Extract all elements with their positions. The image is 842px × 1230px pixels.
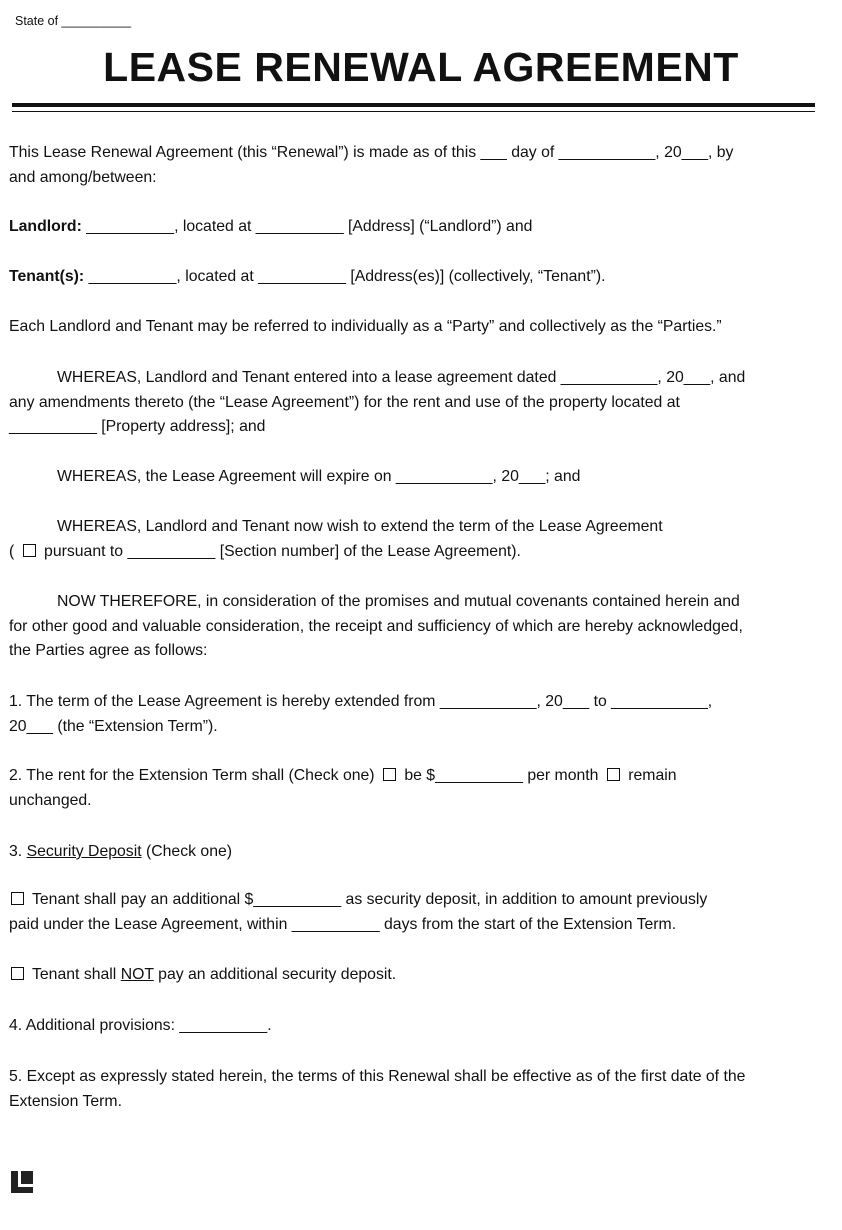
clause-5 <box>9 1065 824 1114</box>
whereas-extend-line-1: WHEREAS, Landlord and Tenant now wish to extend the term of the Lease Agreement <box>57 518 663 535</box>
clause-2-part-1: 2. The rent for the Extension Term shall (Check one) <box>9 767 375 784</box>
clause-1 <box>9 690 824 739</box>
clause-2 <box>9 764 824 813</box>
landlord-text: __________, located at __________ [Address] (“Landlord”) and <box>81 218 533 235</box>
state-of-field: State of __________ <box>15 14 132 28</box>
whereas-lease-paragraph <box>9 366 824 440</box>
deposit-option-2-not: NOT <box>120 966 154 983</box>
clause-3-check-one: (Check one) <box>141 843 233 860</box>
whereas-extend-paragraph <box>9 515 824 564</box>
now-therefore-line-1: NOW THEREFORE, in consideration of the promises and mutual covenants contained herein and <box>57 593 740 610</box>
whereas-lease-line-1: WHEREAS, Landlord and Tenant entered into a lease agreement dated ___________, 20___, and <box>57 369 746 386</box>
intro-line-2: and among/between: <box>9 168 157 186</box>
landlord-line <box>9 215 824 240</box>
deposit-option-2 <box>9 963 824 988</box>
parties-paragraph: Each Landlord and Tenant may be referred to individually as a “Party” and collectively as the “Parties.” <box>9 318 722 335</box>
document-title: LEASE RENEWAL AGREEMENT <box>103 44 739 90</box>
pursuant-checkbox[interactable] <box>23 544 36 557</box>
intro-paragraph <box>9 141 824 190</box>
clause-2-part-2: be $__________ per month <box>404 767 599 784</box>
whereas-lease-line-2: any amendments thereto (the “Lease Agreement”) for the rent and use of the property located at <box>9 393 680 411</box>
now-therefore-line-2: for other good and valuable consideration, the receipt and sufficiency of which are hereby acknowledged, <box>9 617 743 635</box>
rent-new-amount-checkbox[interactable] <box>383 768 396 781</box>
whereas-extend-line-2: pursuant to __________ [Section number] of the Lease Agreement). <box>44 542 521 560</box>
tenant-label: Tenant(s): <box>9 268 85 285</box>
clause-5-line-2: Extension Term. <box>9 1092 122 1110</box>
clause-4: 4. Additional provisions: __________. <box>9 1017 272 1034</box>
title-rule-thin <box>12 111 815 112</box>
now-therefore-paragraph <box>9 590 824 664</box>
clause-5-line-1: 5. Except as expressly stated herein, the terms of this Renewal shall be effective as of the first date of the <box>9 1068 746 1085</box>
deposit-option-2-post: pay an additional security deposit. <box>153 966 397 983</box>
open-paren: ( <box>9 542 15 560</box>
clause-3-heading <box>9 840 824 865</box>
lawdistrict-logo-icon <box>10 1170 34 1194</box>
clause-3-number: 3. <box>9 843 23 860</box>
tenant-line <box>9 265 824 290</box>
no-additional-deposit-checkbox[interactable] <box>11 967 24 980</box>
whereas-expire-paragraph <box>9 465 824 490</box>
deposit-option-2-pre: Tenant shall <box>32 966 121 983</box>
whereas-expire-text: WHEREAS, the Lease Agreement will expire on ___________, 20___; and <box>57 468 581 485</box>
landlord-label: Landlord: <box>9 218 82 235</box>
clause-1-line-2: 20___ (the “Extension Term”). <box>9 717 218 735</box>
intro-line-1: This Lease Renewal Agreement (this “Renewal”) is made as of this ___ day of ___________, 20___, by <box>9 144 734 161</box>
title-rule-thick <box>12 103 815 107</box>
clause-2-line-2: unchanged. <box>9 791 92 809</box>
deposit-option-1-line-2: paid under the Lease Agreement, within __________ days from the start of the Extension Term. <box>9 915 677 933</box>
tenant-text: __________, located at __________ [Address(es)] (collectively, “Tenant”). <box>84 268 606 285</box>
clause-2-part-3: remain <box>628 767 677 784</box>
rent-unchanged-checkbox[interactable] <box>607 768 620 781</box>
security-deposit-heading: Security Deposit <box>26 843 142 860</box>
now-therefore-line-3: the Parties agree as follows: <box>9 642 208 659</box>
deposit-option-1 <box>9 888 824 937</box>
whereas-lease-line-3: __________ [Property address]; and <box>9 418 266 435</box>
additional-deposit-checkbox[interactable] <box>11 892 24 905</box>
deposit-option-1-line-1: Tenant shall pay an additional $__________ as security deposit, in addition to amount previously <box>32 891 708 908</box>
clause-1-line-1: 1. The term of the Lease Agreement is hereby extended from ___________, 20___ to ___________, <box>9 693 713 710</box>
